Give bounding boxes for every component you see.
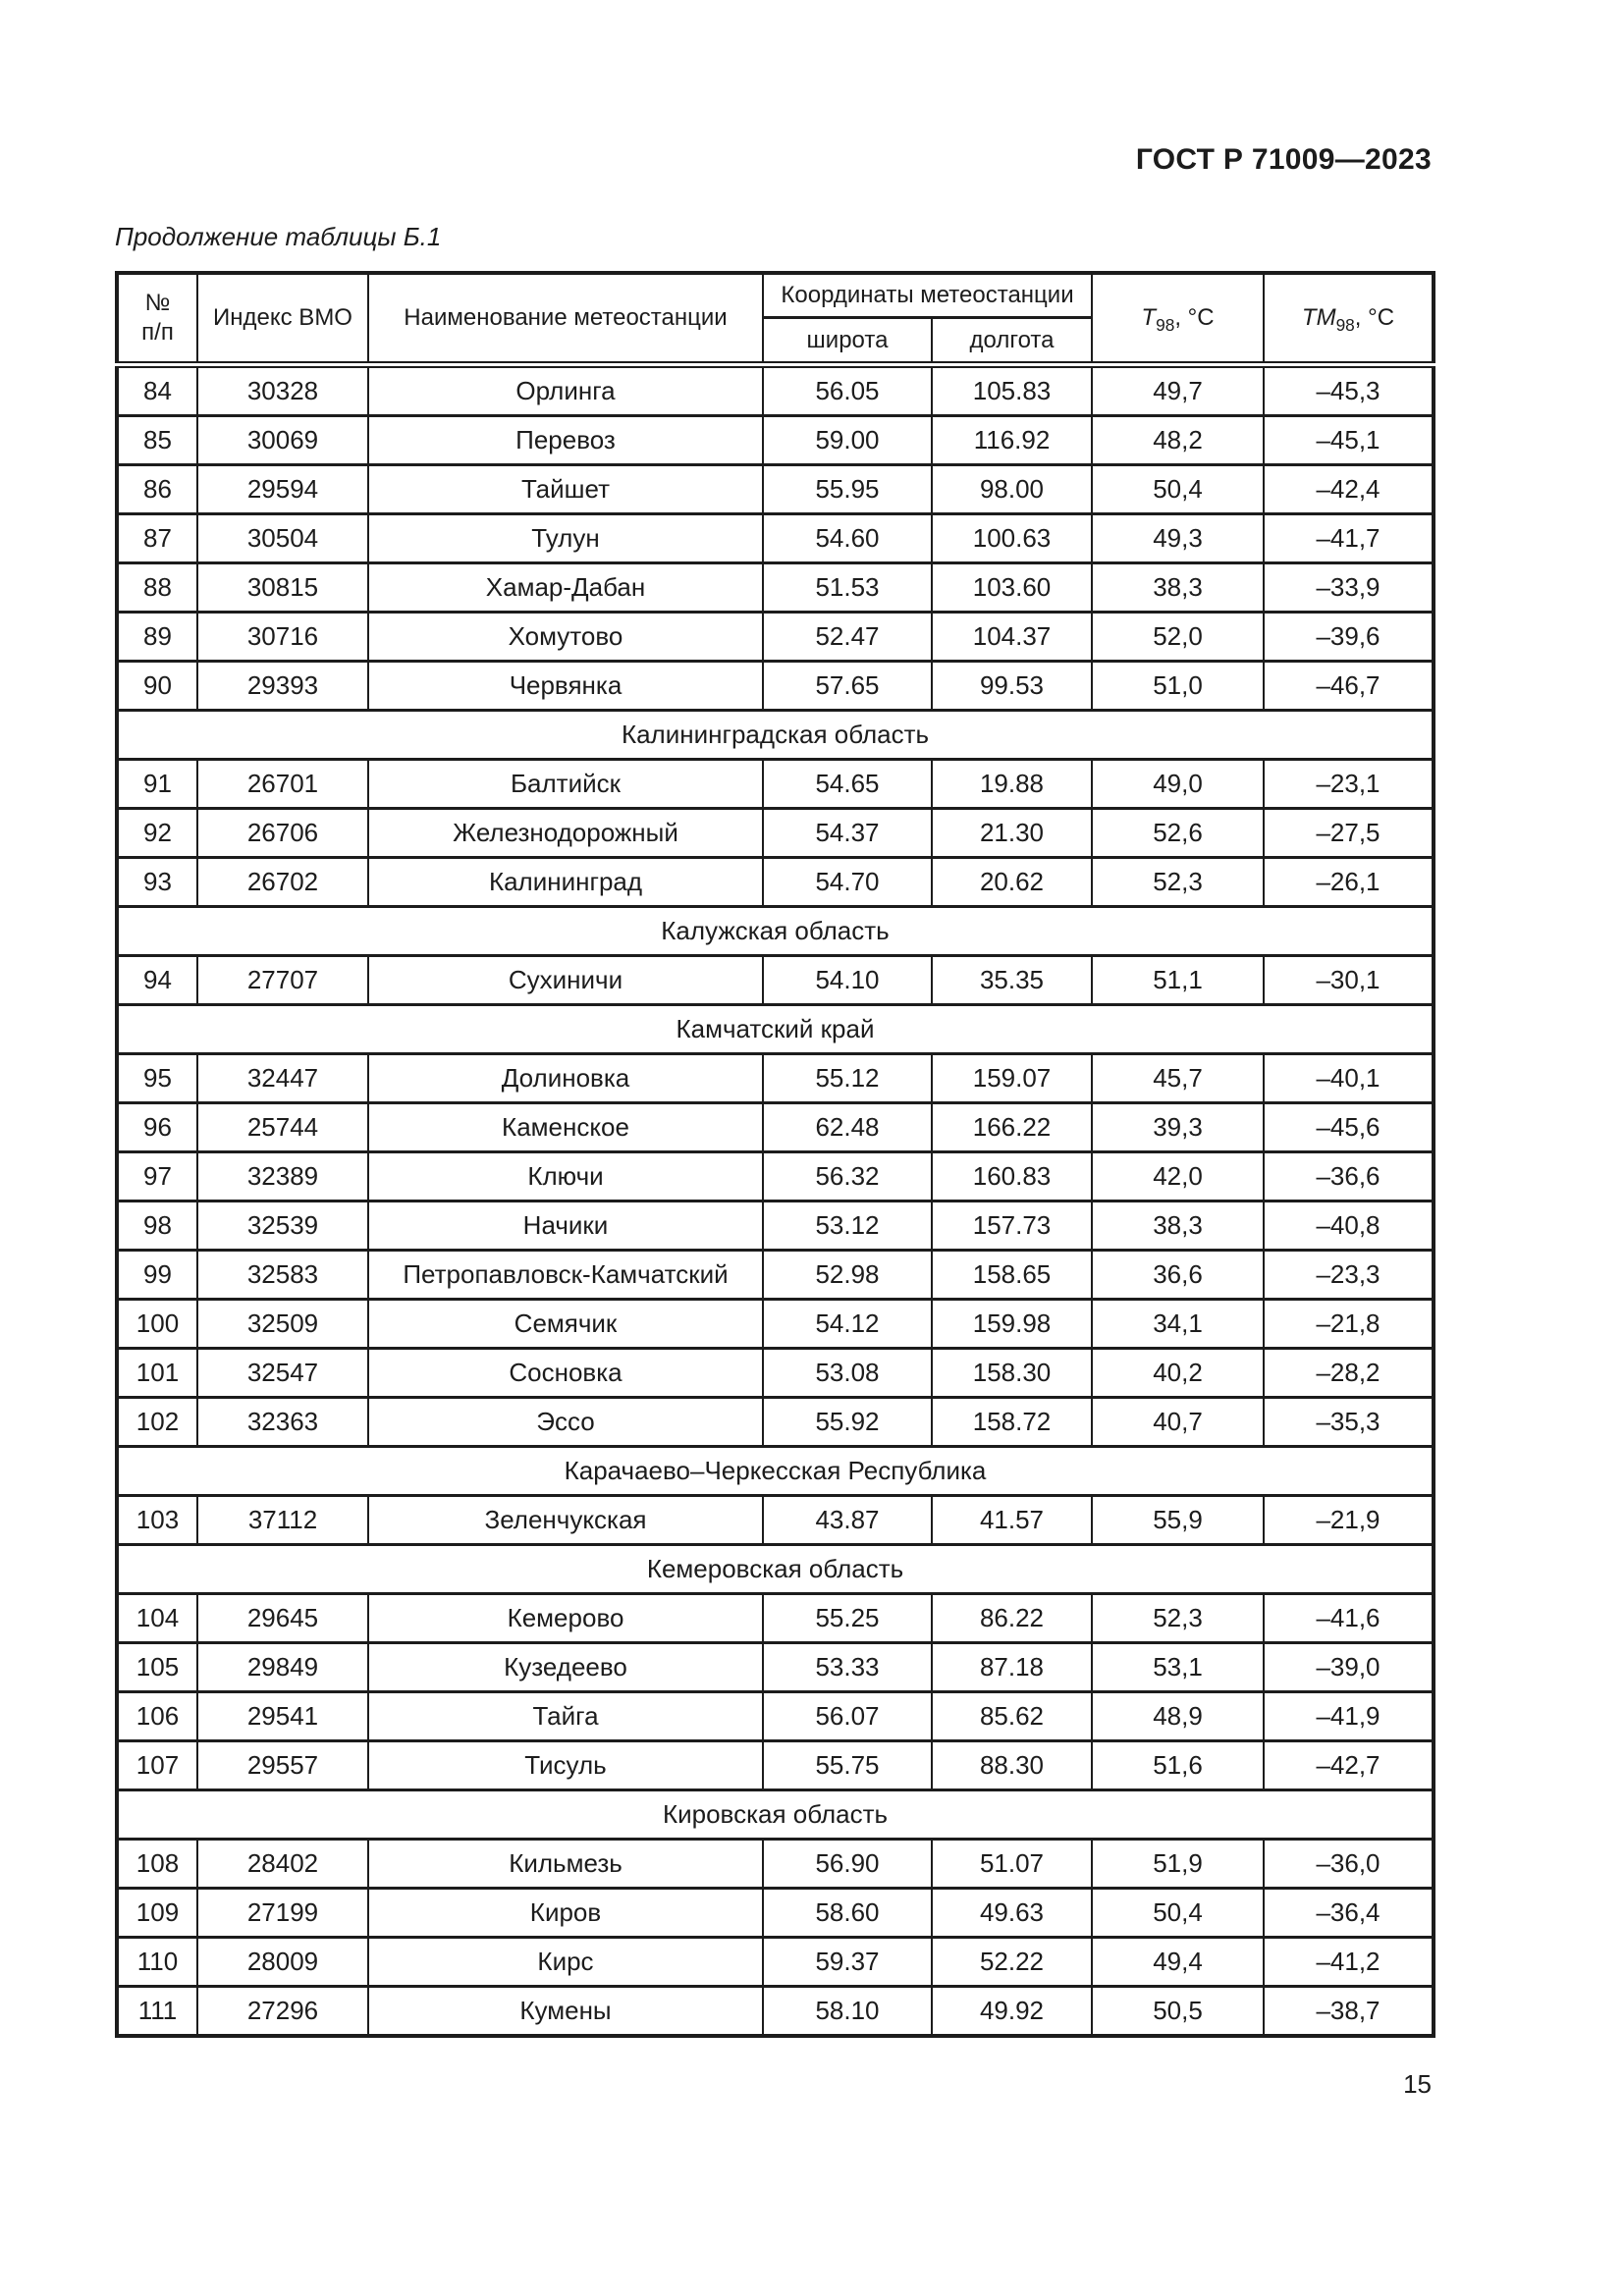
region-section-label: Калужская область (117, 907, 1434, 956)
region-section-row (117, 711, 1434, 760)
region-section-label: Кемеровская область (117, 1545, 1434, 1594)
cell-wmo-index: 32509 (197, 1300, 368, 1349)
cell-longitude: 87.18 (932, 1643, 1092, 1692)
cell-t98: 55,9 (1092, 1496, 1264, 1545)
cell-t98: 51,1 (1092, 956, 1264, 1005)
cell-t98: 38,3 (1092, 563, 1264, 613)
cell-wmo-index: 30504 (197, 514, 368, 563)
cell-longitude: 166.22 (932, 1103, 1092, 1152)
cell-t98: 52,6 (1092, 809, 1264, 858)
cell-longitude: 158.72 (932, 1398, 1092, 1447)
cell-longitude: 85.62 (932, 1692, 1092, 1741)
cell-latitude: 53.12 (763, 1201, 932, 1251)
cell-wmo-index: 25744 (197, 1103, 368, 1152)
header-num (117, 273, 197, 365)
cell-longitude: 49.63 (932, 1889, 1092, 1938)
table-row (117, 1938, 1434, 1987)
cell-tm98: –45,6 (1264, 1103, 1434, 1152)
table-row (117, 1054, 1434, 1103)
table-row (117, 416, 1434, 465)
cell-num: 91 (117, 760, 197, 809)
cell-t98: 51,9 (1092, 1840, 1264, 1889)
cell-t98: 45,7 (1092, 1054, 1264, 1103)
cell-tm98: –26,1 (1264, 858, 1434, 907)
cell-num: 109 (117, 1889, 197, 1938)
table-row (117, 809, 1434, 858)
cell-wmo-index: 37112 (197, 1496, 368, 1545)
cell-longitude: 21.30 (932, 809, 1092, 858)
region-section-label: Карачаево–Черкесская Республика (117, 1447, 1434, 1496)
cell-t98: 49,0 (1092, 760, 1264, 809)
cell-longitude: 158.30 (932, 1349, 1092, 1398)
cell-num: 105 (117, 1643, 197, 1692)
cell-longitude: 88.30 (932, 1741, 1092, 1790)
cell-t98: 49,4 (1092, 1938, 1264, 1987)
cell-station-name: Зеленчукская (368, 1496, 763, 1545)
cell-station-name: Калининград (368, 858, 763, 907)
cell-tm98: –46,7 (1264, 662, 1434, 711)
cell-t98: 50,5 (1092, 1987, 1264, 2037)
header-tm98 (1264, 273, 1434, 365)
cell-latitude: 53.08 (763, 1349, 932, 1398)
cell-t98: 52,0 (1092, 613, 1264, 662)
cell-tm98: –23,3 (1264, 1251, 1434, 1300)
table-row (117, 1643, 1434, 1692)
cell-latitude: 62.48 (763, 1103, 932, 1152)
cell-tm98: –27,5 (1264, 809, 1434, 858)
table-row (117, 1201, 1434, 1251)
header-t98-symbol: T (1141, 304, 1157, 331)
cell-latitude: 54.70 (763, 858, 932, 907)
cell-t98: 48,2 (1092, 416, 1264, 465)
cell-longitude: 19.88 (932, 760, 1092, 809)
cell-longitude: 98.00 (932, 465, 1092, 514)
cell-latitude: 58.60 (763, 1889, 932, 1938)
cell-longitude: 158.65 (932, 1251, 1092, 1300)
cell-tm98: –28,2 (1264, 1349, 1434, 1398)
table-row (117, 514, 1434, 563)
cell-num: 96 (117, 1103, 197, 1152)
cell-num: 84 (117, 365, 197, 416)
cell-station-name: Червянка (368, 662, 763, 711)
cell-latitude: 56.32 (763, 1152, 932, 1201)
table-row (117, 1840, 1434, 1889)
cell-latitude: 56.05 (763, 365, 932, 416)
cell-longitude: 157.73 (932, 1201, 1092, 1251)
cell-tm98: –39,6 (1264, 613, 1434, 662)
cell-num: 104 (117, 1594, 197, 1643)
cell-t98: 34,1 (1092, 1300, 1264, 1349)
cell-wmo-index: 28009 (197, 1938, 368, 1987)
cell-station-name: Сосновка (368, 1349, 763, 1398)
header-tm98-subscript: 98 (1335, 314, 1355, 335)
cell-wmo-index: 27296 (197, 1987, 368, 2037)
table-row (117, 1251, 1434, 1300)
cell-num: 111 (117, 1987, 197, 2037)
cell-longitude: 160.83 (932, 1152, 1092, 1201)
cell-longitude: 105.83 (932, 365, 1092, 416)
cell-longitude: 49.92 (932, 1987, 1092, 2037)
cell-tm98: –42,4 (1264, 465, 1434, 514)
cell-latitude: 52.98 (763, 1251, 932, 1300)
cell-wmo-index: 27199 (197, 1889, 368, 1938)
table-row (117, 613, 1434, 662)
cell-station-name: Тайга (368, 1692, 763, 1741)
cell-t98: 48,9 (1092, 1692, 1264, 1741)
region-section-row (117, 1790, 1434, 1840)
cell-wmo-index: 32583 (197, 1251, 368, 1300)
page-number: 15 (1403, 2069, 1432, 2099)
cell-longitude: 52.22 (932, 1938, 1092, 1987)
table-caption: Продолжение таблицы Б.1 (115, 222, 442, 251)
cell-longitude: 159.98 (932, 1300, 1092, 1349)
cell-t98: 40,7 (1092, 1398, 1264, 1447)
cell-tm98: –40,8 (1264, 1201, 1434, 1251)
cell-t98: 51,6 (1092, 1741, 1264, 1790)
table-row (117, 563, 1434, 613)
cell-t98: 51,0 (1092, 662, 1264, 711)
table-row (117, 1349, 1434, 1398)
region-section-label: Калининградская область (117, 711, 1434, 760)
cell-latitude: 56.07 (763, 1692, 932, 1741)
cell-latitude: 55.95 (763, 465, 932, 514)
cell-latitude: 57.65 (763, 662, 932, 711)
cell-station-name: Ключи (368, 1152, 763, 1201)
cell-longitude: 103.60 (932, 563, 1092, 613)
cell-tm98: –41,9 (1264, 1692, 1434, 1741)
cell-latitude: 54.10 (763, 956, 932, 1005)
weather-stations-table (115, 271, 1435, 2038)
cell-num: 90 (117, 662, 197, 711)
table-row (117, 1152, 1434, 1201)
cell-latitude: 54.37 (763, 809, 932, 858)
cell-station-name: Тисуль (368, 1741, 763, 1790)
doc-title: ГОСТ Р 71009—2023 (1135, 143, 1432, 176)
cell-longitude: 99.53 (932, 662, 1092, 711)
cell-wmo-index: 32447 (197, 1054, 368, 1103)
cell-tm98: –45,1 (1264, 416, 1434, 465)
cell-t98: 49,3 (1092, 514, 1264, 563)
header-num-line1: № (144, 290, 171, 316)
cell-wmo-index: 29393 (197, 662, 368, 711)
cell-station-name: Каменское (368, 1103, 763, 1152)
cell-longitude: 20.62 (932, 858, 1092, 907)
cell-tm98: –21,9 (1264, 1496, 1434, 1545)
cell-tm98: –40,1 (1264, 1054, 1434, 1103)
cell-latitude: 55.92 (763, 1398, 932, 1447)
cell-tm98: –23,1 (1264, 760, 1434, 809)
cell-latitude: 55.12 (763, 1054, 932, 1103)
cell-station-name: Балтийск (368, 760, 763, 809)
cell-station-name: Начики (368, 1201, 763, 1251)
cell-num: 87 (117, 514, 197, 563)
cell-wmo-index: 30328 (197, 365, 368, 416)
table-row (117, 1496, 1434, 1545)
table-row (117, 1987, 1434, 2037)
header-t98-subscript: 98 (1156, 314, 1175, 335)
cell-num: 86 (117, 465, 197, 514)
table-row (117, 956, 1434, 1005)
cell-latitude: 54.12 (763, 1300, 932, 1349)
header-coordinates: Координаты метеостанции (763, 273, 1092, 318)
cell-latitude: 55.25 (763, 1594, 932, 1643)
cell-station-name: Семячик (368, 1300, 763, 1349)
cell-wmo-index: 32389 (197, 1152, 368, 1201)
cell-t98: 36,6 (1092, 1251, 1264, 1300)
table-row (117, 465, 1434, 514)
table-row (117, 760, 1434, 809)
table-row (117, 1300, 1434, 1349)
cell-tm98: –41,7 (1264, 514, 1434, 563)
cell-longitude: 51.07 (932, 1840, 1092, 1889)
cell-station-name: Кумены (368, 1987, 763, 2037)
cell-tm98: –42,7 (1264, 1741, 1434, 1790)
header-tm98-symbol: TM (1301, 304, 1336, 331)
cell-longitude: 100.63 (932, 514, 1092, 563)
cell-latitude: 53.33 (763, 1643, 932, 1692)
cell-station-name: Киров (368, 1889, 763, 1938)
cell-num: 110 (117, 1938, 197, 1987)
cell-num: 107 (117, 1741, 197, 1790)
cell-station-name: Кемерово (368, 1594, 763, 1643)
cell-tm98: –33,9 (1264, 563, 1434, 613)
cell-latitude: 58.10 (763, 1987, 932, 2037)
region-section-label: Кировская область (117, 1790, 1434, 1840)
cell-num: 88 (117, 563, 197, 613)
cell-latitude: 59.00 (763, 416, 932, 465)
cell-wmo-index: 28402 (197, 1840, 368, 1889)
cell-tm98: –45,3 (1264, 365, 1434, 416)
cell-wmo-index: 29849 (197, 1643, 368, 1692)
header-station-name: Наименование метеостанции (368, 273, 763, 365)
cell-tm98: –36,0 (1264, 1840, 1434, 1889)
cell-num: 98 (117, 1201, 197, 1251)
cell-wmo-index: 29645 (197, 1594, 368, 1643)
cell-station-name: Кильмезь (368, 1840, 763, 1889)
cell-station-name: Кузедеево (368, 1643, 763, 1692)
cell-tm98: –21,8 (1264, 1300, 1434, 1349)
cell-num: 93 (117, 858, 197, 907)
cell-wmo-index: 26702 (197, 858, 368, 907)
cell-num: 97 (117, 1152, 197, 1201)
cell-longitude: 104.37 (932, 613, 1092, 662)
header-longitude: долгота (932, 318, 1092, 365)
table-row (117, 1692, 1434, 1741)
region-section-row (117, 1545, 1434, 1594)
cell-latitude: 56.90 (763, 1840, 932, 1889)
cell-wmo-index: 27707 (197, 956, 368, 1005)
table-row (117, 1103, 1434, 1152)
header-num-line2: п/п (141, 319, 174, 346)
header-latitude: широта (763, 318, 932, 365)
cell-tm98: –41,2 (1264, 1938, 1434, 1987)
cell-station-name: Тулун (368, 514, 763, 563)
cell-wmo-index: 29541 (197, 1692, 368, 1741)
cell-t98: 42,0 (1092, 1152, 1264, 1201)
cell-tm98: –41,6 (1264, 1594, 1434, 1643)
cell-t98: 50,4 (1092, 465, 1264, 514)
header-t98-unit: , °C (1174, 304, 1215, 331)
cell-latitude: 54.65 (763, 760, 932, 809)
cell-num: 92 (117, 809, 197, 858)
cell-wmo-index: 32547 (197, 1349, 368, 1398)
cell-longitude: 116.92 (932, 416, 1092, 465)
table-row (117, 1889, 1434, 1938)
table-row (117, 858, 1434, 907)
cell-t98: 38,3 (1092, 1201, 1264, 1251)
cell-station-name: Долиновка (368, 1054, 763, 1103)
cell-wmo-index: 30716 (197, 613, 368, 662)
table-row (117, 1398, 1434, 1447)
cell-station-name: Хомутово (368, 613, 763, 662)
region-section-label: Камчатский край (117, 1005, 1434, 1054)
table-row (117, 662, 1434, 711)
cell-num: 108 (117, 1840, 197, 1889)
region-section-row (117, 1447, 1434, 1496)
header-tm98-unit: , °C (1354, 304, 1395, 331)
cell-station-name: Хамар-Дабан (368, 563, 763, 613)
cell-num: 99 (117, 1251, 197, 1300)
table-row (117, 1594, 1434, 1643)
cell-wmo-index: 29557 (197, 1741, 368, 1790)
cell-station-name: Сухиничи (368, 956, 763, 1005)
table-row (117, 1741, 1434, 1790)
cell-tm98: –36,6 (1264, 1152, 1434, 1201)
cell-num: 100 (117, 1300, 197, 1349)
cell-longitude: 86.22 (932, 1594, 1092, 1643)
cell-longitude: 35.35 (932, 956, 1092, 1005)
cell-latitude: 51.53 (763, 563, 932, 613)
cell-tm98: –38,7 (1264, 1987, 1434, 2037)
cell-station-name: Эссо (368, 1398, 763, 1447)
cell-t98: 49,7 (1092, 365, 1264, 416)
cell-station-name: Кирс (368, 1938, 763, 1987)
cell-num: 102 (117, 1398, 197, 1447)
cell-station-name: Петропавловск-Камчатский (368, 1251, 763, 1300)
cell-t98: 52,3 (1092, 858, 1264, 907)
region-section-row (117, 1005, 1434, 1054)
table-head (117, 273, 1434, 365)
cell-num: 89 (117, 613, 197, 662)
cell-wmo-index: 32539 (197, 1201, 368, 1251)
cell-latitude: 52.47 (763, 613, 932, 662)
cell-num: 95 (117, 1054, 197, 1103)
table-row (117, 365, 1434, 416)
cell-latitude: 55.75 (763, 1741, 932, 1790)
cell-wmo-index: 29594 (197, 465, 368, 514)
cell-latitude: 43.87 (763, 1496, 932, 1545)
cell-station-name: Тайшет (368, 465, 763, 514)
cell-longitude: 159.07 (932, 1054, 1092, 1103)
cell-tm98: –39,0 (1264, 1643, 1434, 1692)
cell-station-name: Перевоз (368, 416, 763, 465)
cell-t98: 52,3 (1092, 1594, 1264, 1643)
cell-longitude: 41.57 (932, 1496, 1092, 1545)
cell-wmo-index: 30815 (197, 563, 368, 613)
cell-station-name: Орлинга (368, 365, 763, 416)
cell-num: 85 (117, 416, 197, 465)
table-body (117, 365, 1434, 2037)
cell-t98: 39,3 (1092, 1103, 1264, 1152)
cell-num: 103 (117, 1496, 197, 1545)
cell-t98: 53,1 (1092, 1643, 1264, 1692)
cell-latitude: 54.60 (763, 514, 932, 563)
region-section-row (117, 907, 1434, 956)
cell-num: 106 (117, 1692, 197, 1741)
cell-tm98: –30,1 (1264, 956, 1434, 1005)
cell-num: 94 (117, 956, 197, 1005)
cell-t98: 50,4 (1092, 1889, 1264, 1938)
cell-t98: 40,2 (1092, 1349, 1264, 1398)
header-t98 (1092, 273, 1264, 365)
cell-wmo-index: 32363 (197, 1398, 368, 1447)
cell-tm98: –35,3 (1264, 1398, 1434, 1447)
header-wmo-index: Индекс ВМО (197, 273, 368, 365)
cell-tm98: –36,4 (1264, 1889, 1434, 1938)
cell-num: 101 (117, 1349, 197, 1398)
cell-wmo-index: 30069 (197, 416, 368, 465)
cell-latitude: 59.37 (763, 1938, 932, 1987)
cell-station-name: Железнодорожный (368, 809, 763, 858)
cell-wmo-index: 26701 (197, 760, 368, 809)
cell-wmo-index: 26706 (197, 809, 368, 858)
